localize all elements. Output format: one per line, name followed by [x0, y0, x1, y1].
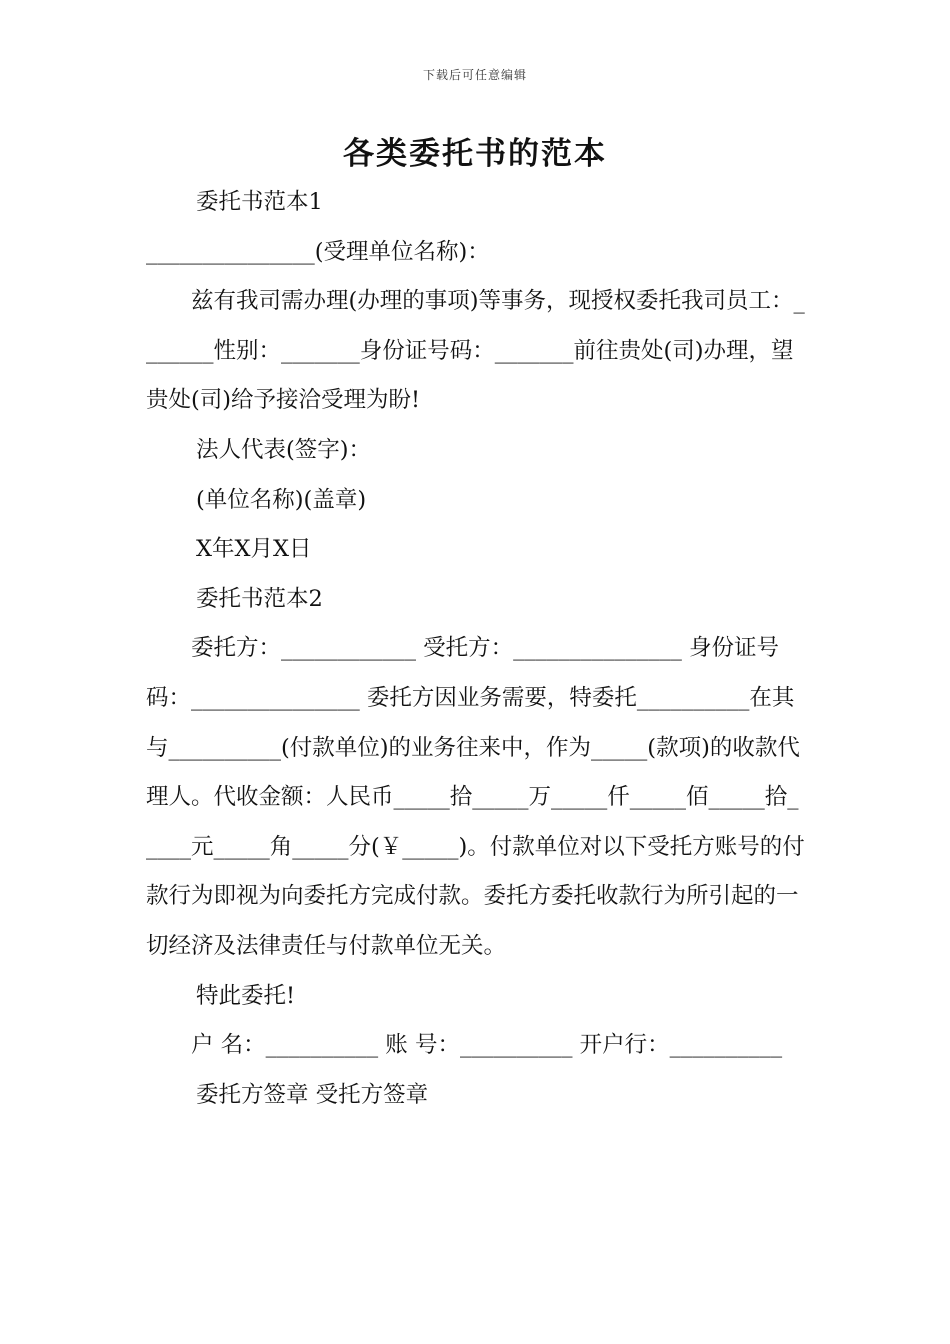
sample1-legal-rep: 法人代表(签字)： — [196, 436, 372, 463]
sample2-account-line: 户 名：__________ 账 号：__________ 开户行：__________ — [191, 1032, 783, 1059]
sample2-closing: 特此委托! — [196, 982, 296, 1009]
sample1-addressee: _______________(受理单位名称)： — [146, 238, 490, 265]
sample1-heading: 委托书范本1 — [196, 189, 323, 215]
sample2-signatures: 委托方签章 受托方签章 — [196, 1081, 429, 1108]
sample1-date: X年X月X日 — [196, 536, 312, 563]
sample2-body: 委托方：____________ 受托方：_______________ 身份证号码：_______________ 委托方因业务需要，特委托__________在其与__________(付款单位)的业务往来中，作为_____(款项)的收款代理人。代收金额：人民币_____拾_____万_____仟_____佰_____拾_____元_____角_____分(￥_____)。付款单位对以下受托方账号的付款行为即视为向委托方完成付款。委托方委托收款行为所引起的一切经济及法律责任与付款单位无关。 — [146, 635, 805, 959]
sample1-body: 兹有我司需办理(办理的事项)等事务，现授权委托我司员工：_______性别：_______身份证号码：_______前往贵处(司)办理，望贵处(司)给予接洽受理为盼! — [146, 288, 805, 414]
document-title: 各类委托书的范本 — [343, 136, 607, 172]
header-note: 下载后可任意编辑 — [422, 68, 527, 82]
sample1-unit-seal: (单位名称)(盖章) — [196, 486, 367, 513]
sample2-heading: 委托书范本2 — [196, 585, 323, 612]
document-body — [146, 178, 808, 1120]
